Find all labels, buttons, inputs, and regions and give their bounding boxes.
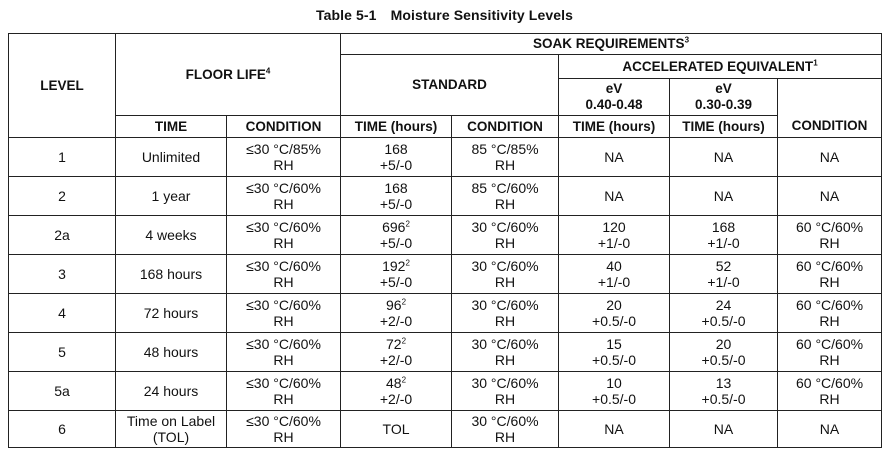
header-acc1-time: TIME (hours) xyxy=(559,116,670,138)
header-condition: CONDITION xyxy=(227,116,341,138)
cell-floor-time: Unlimited xyxy=(116,138,227,177)
cell-std-time: 168 +5/-0 xyxy=(341,177,452,216)
cell-level: 4 xyxy=(9,294,116,333)
cell-std-condition: 85 °C/60% RH xyxy=(452,177,559,216)
moisture-sensitivity-table xyxy=(8,33,882,448)
cell-std-condition: 30 °C/60% RH xyxy=(452,333,559,372)
cell-std-time: $96^2$ +2/-0 xyxy=(341,294,452,333)
soak-footnote: 3 xyxy=(684,35,690,45)
cell-floor-time: 168 hours xyxy=(116,255,227,294)
cell-acc1-time: NA xyxy=(559,138,670,177)
cell-floor-time: Time on Label (TOL) xyxy=(116,411,227,448)
std-time-footnote: 2 xyxy=(401,336,407,346)
cell-acc2-time: 52 +1/-0 xyxy=(670,255,778,294)
cell-acc-condition: NA xyxy=(778,138,882,177)
cell-floor-condition: ≤30 °C/60% RH xyxy=(227,255,341,294)
cell-std-time: 168 +5/-0 xyxy=(341,138,452,177)
cell-level: 5 xyxy=(9,333,116,372)
cell-std-condition: 30 °C/60% RH xyxy=(452,255,559,294)
floor-life-footnote: 4 xyxy=(265,66,271,75)
cell-acc-condition: 60 °C/60% RH xyxy=(778,372,882,411)
header-ev-1: eV 0.40-0.48 xyxy=(559,79,670,116)
cell-acc-condition: NA xyxy=(778,177,882,216)
cell-floor-condition: ≤30 °C/60% RH xyxy=(227,177,341,216)
header-std-time: TIME (hours) xyxy=(341,116,452,138)
table-row xyxy=(9,411,882,448)
cell-level: 6 xyxy=(9,411,116,448)
table-row xyxy=(9,333,882,372)
std-time-footnote: 2 xyxy=(405,258,410,268)
cell-acc2-time: 168 +1/-0 xyxy=(670,216,778,255)
std-time-footnote: 2 xyxy=(401,375,407,385)
cell-std-time: $72^2$ +2/-0 xyxy=(341,333,452,372)
cell-acc1-time: 120 +1/-0 xyxy=(559,216,670,255)
cell-floor-condition: ≤30 °C/85% RH xyxy=(227,138,341,177)
header-ev-2: eV 0.30-0.39 xyxy=(670,79,778,116)
table-number: Table 5-1 xyxy=(316,7,377,23)
cell-floor-condition: ≤30 °C/60% RH xyxy=(227,372,341,411)
header-level: LEVEL xyxy=(9,34,116,138)
cell-floor-time: 48 hours xyxy=(116,333,227,372)
header-standard: STANDARD xyxy=(341,55,559,116)
header-row-4 xyxy=(9,116,882,138)
header-soak-requirements: SOAK REQUIREMENTS$^3$ xyxy=(341,34,882,55)
cell-level: 1 xyxy=(9,138,116,177)
table-row xyxy=(9,255,882,294)
cell-acc-condition: 60 °C/60% RH xyxy=(778,255,882,294)
cell-floor-condition: ≤30 °C/60% RH xyxy=(227,411,341,448)
std-time-footnote: 2 xyxy=(405,219,410,229)
std-time-footnote: 2 xyxy=(401,297,407,307)
cell-std-time: $192^2$ +5/-0 xyxy=(341,255,452,294)
header-std-condition: CONDITION xyxy=(452,116,559,138)
cell-acc2-time: NA xyxy=(670,411,778,448)
header-row-1 xyxy=(9,34,882,55)
cell-level: 5a xyxy=(9,372,116,411)
cell-level: 2a xyxy=(9,216,116,255)
cell-acc2-time: NA xyxy=(670,138,778,177)
header-acc2-time: TIME (hours) xyxy=(670,116,778,138)
table-caption xyxy=(0,7,889,23)
cell-floor-condition: ≤30 °C/60% RH xyxy=(227,333,341,372)
cell-floor-time: 72 hours xyxy=(116,294,227,333)
accelerated-footnote: 1 xyxy=(813,58,818,67)
table-body xyxy=(9,138,882,448)
cell-floor-time: 1 year xyxy=(116,177,227,216)
cell-acc1-time: 20 +0.5/-0 xyxy=(559,294,670,333)
cell-acc-condition: NA xyxy=(778,411,882,448)
cell-acc2-time: 20 +0.5/-0 xyxy=(670,333,778,372)
cell-floor-time: 24 hours xyxy=(116,372,227,411)
cell-acc1-time: NA xyxy=(559,411,670,448)
table-row xyxy=(9,372,882,411)
table-title: Moisture Sensitivity Levels xyxy=(390,7,573,23)
header-acc-blank xyxy=(778,79,882,116)
table-row xyxy=(9,177,882,216)
cell-acc2-time: 13 +0.5/-0 xyxy=(670,372,778,411)
table-row xyxy=(9,138,882,177)
table-row xyxy=(9,216,882,255)
cell-std-condition: 30 °C/60% RH xyxy=(452,372,559,411)
cell-std-condition: 30 °C/60% RH xyxy=(452,216,559,255)
cell-acc2-time: 24 +0.5/-0 xyxy=(670,294,778,333)
header-accelerated-equivalent: ACCELERATED EQUIVALENT$^1$ xyxy=(559,55,882,79)
cell-floor-condition: ≤30 °C/60% RH xyxy=(227,216,341,255)
cell-std-condition: 85 °C/85% RH xyxy=(452,138,559,177)
cell-std-time: $48^2$ +2/-0 xyxy=(341,372,452,411)
cell-std-time: TOL xyxy=(341,411,452,448)
cell-floor-time: 4 weeks xyxy=(116,216,227,255)
cell-level: 2 xyxy=(9,177,116,216)
cell-acc1-time: NA xyxy=(559,177,670,216)
cell-acc-condition: 60 °C/60% RH xyxy=(778,333,882,372)
header-floor-life: FLOOR LIFE$^4$ xyxy=(116,34,341,116)
cell-acc2-time: NA xyxy=(670,177,778,216)
cell-acc1-time: 15 +0.5/-0 xyxy=(559,333,670,372)
cell-acc1-time: 40 +1/-0 xyxy=(559,255,670,294)
cell-acc-condition: 60 °C/60% RH xyxy=(778,216,882,255)
table-row xyxy=(9,294,882,333)
cell-level: 3 xyxy=(9,255,116,294)
cell-std-condition: 30 °C/60% RH xyxy=(452,294,559,333)
cell-std-time: $696^2$ +5/-0 xyxy=(341,216,452,255)
cell-std-condition: 30 °C/60% RH xyxy=(452,411,559,448)
header-acc-condition: CONDITION xyxy=(778,116,882,138)
cell-floor-condition: ≤30 °C/60% RH xyxy=(227,294,341,333)
cell-acc1-time: 10 +0.5/-0 xyxy=(559,372,670,411)
header-time: TIME xyxy=(116,116,227,138)
cell-acc-condition: 60 °C/60% RH xyxy=(778,294,882,333)
